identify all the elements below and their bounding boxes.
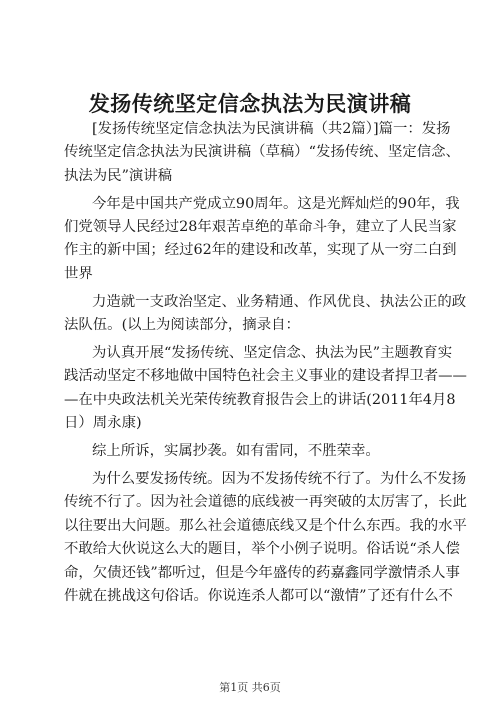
text-line: 执法为民”演讲稿 xyxy=(64,167,173,184)
text-line: 力造就一支政治坚定、业务精通、作风优良、执法公正的政 xyxy=(92,293,467,310)
text-line: 传统坚定信念执法为民演讲稿（草稿）“发扬传统、坚定信念、 xyxy=(64,144,460,161)
text-line: [发扬传统坚定信念执法为民演讲稿（共2篇）]篇一：发扬 xyxy=(92,121,451,137)
paragraph-2 xyxy=(64,193,460,287)
page-number-footer: 第1页 共6页 xyxy=(219,681,281,694)
paragraph-5 xyxy=(64,440,449,463)
text-line: 为认真开展“发扬传统、坚定信念、执法为民”主题教育实 xyxy=(92,345,453,362)
document-title: 发扬传统坚定信念执法为民演讲稿 xyxy=(88,91,412,116)
text-line: 日）周永康) xyxy=(64,415,142,432)
paragraph-3 xyxy=(64,291,467,338)
text-line: 以往要出大问题。那么社会道德底线又是个什么东西。我的水平 xyxy=(64,517,467,534)
text-line: 传统不行了。因为社会道德的底线被一再突破的太厉害了，长此 xyxy=(64,494,467,511)
text-line: 为什么要发扬传统。因为不发扬传统不行了。为什么不发扬 xyxy=(92,470,467,487)
text-line: 作主的新中国；经过62年的建设和改革，实现了从一穷二白到 xyxy=(64,242,457,259)
text-line: —在中央政法机关光荣传统教育报告会上的讲话(2011年4月8 xyxy=(64,391,456,408)
text-line: 们党领导人民经过28年艰苦卓绝的革命斗争，建立了人民当家 xyxy=(64,219,457,236)
text-line: 今年是中国共产党成立90周年。这是光辉灿烂的90年，我 xyxy=(92,195,460,212)
paragraph-4 xyxy=(64,342,467,436)
text-line: 不敢给大伙说这么大的题目，举个小例子说明。俗话说“杀人偿 xyxy=(64,541,460,558)
text-line: 件就在挑战这句俗话。你说连杀人都可以“激情”了还有什么不 xyxy=(64,587,453,604)
text-line: 综上所诉，实属抄袭。如有雷同，不胜荣幸。 xyxy=(92,443,380,460)
paragraph-1 xyxy=(64,118,460,188)
document-body xyxy=(64,118,467,613)
text-line: 命，欠债还钱”都听过，但是今年盛传的药嘉鑫同学激情杀人事 xyxy=(64,564,460,581)
text-line: 践活动坚定不移地做中国特色社会主义事业的建设者捍卫者—— xyxy=(64,368,467,385)
text-line: 世界 xyxy=(64,265,93,282)
paragraph-6 xyxy=(64,468,467,608)
text-line: 法队伍。(以上为阅读部分，摘录自： xyxy=(64,317,300,334)
